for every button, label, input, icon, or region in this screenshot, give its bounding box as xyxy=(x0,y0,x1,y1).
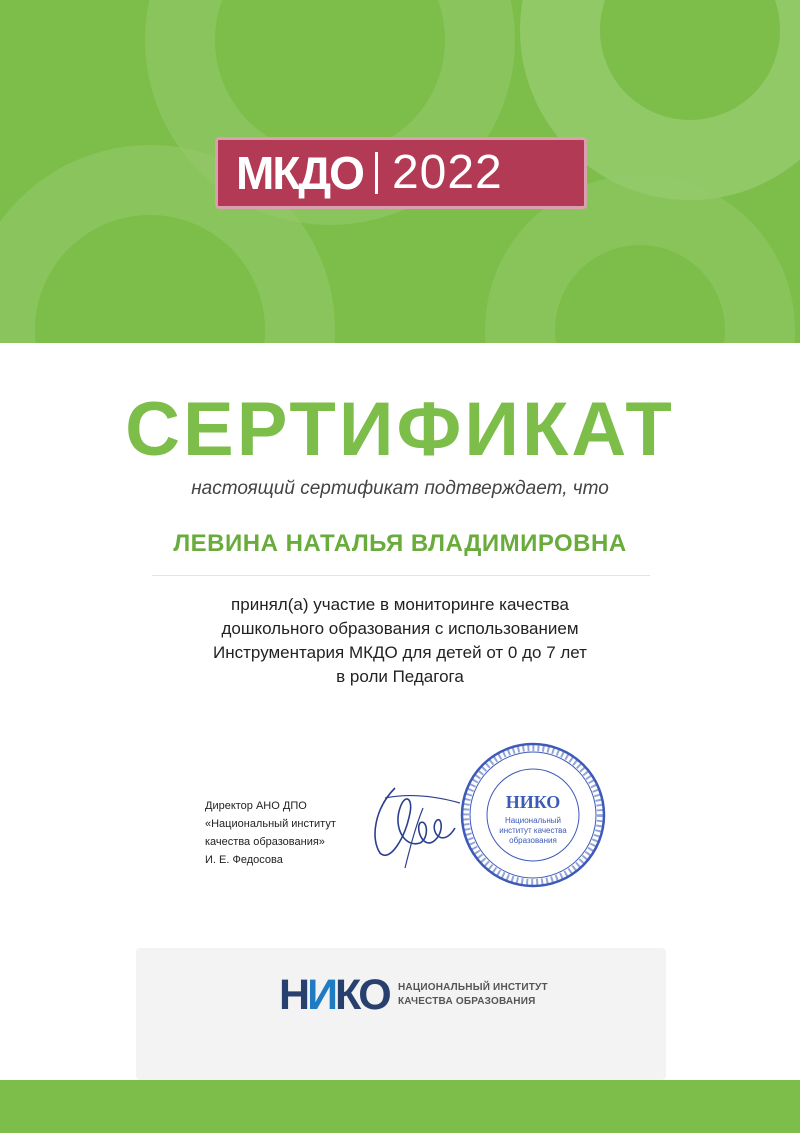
director-line: «Национальный институт xyxy=(205,818,336,830)
badge-year: 2022 xyxy=(391,146,503,199)
director-block xyxy=(205,797,336,869)
caption-line: НАЦИОНАЛЬНЫЙ ИНСТИТУТ xyxy=(398,982,548,993)
niko-logo xyxy=(279,971,389,1019)
body-line: Инструментария МКДО для детей от 0 до 7 лет xyxy=(213,643,587,662)
niko-caption xyxy=(398,981,548,1009)
logo-part: И xyxy=(307,971,335,1019)
footer-band xyxy=(0,1080,800,1133)
stamp-seal xyxy=(458,740,608,890)
body-line: принял(а) участие в мониторинге качества xyxy=(231,595,569,614)
certificate-title: СЕРТИФИКАТ xyxy=(125,387,675,472)
badge-separator xyxy=(375,152,378,194)
footer-panel xyxy=(136,948,666,1080)
stamp-line: институт качества xyxy=(499,826,567,835)
logo-part: Н xyxy=(279,971,308,1019)
logo-part: КО xyxy=(334,971,389,1019)
event-badge xyxy=(215,137,587,209)
certificate-body xyxy=(0,593,800,689)
stamp-title: НИКО xyxy=(505,792,561,812)
stamp-line: образования xyxy=(509,836,557,845)
body-line: в роли Педагога xyxy=(336,667,464,686)
director-line: Директор АНО ДПО xyxy=(205,800,307,812)
recipient-name: ЛЕВИНА НАТАЛЬЯ ВЛАДИМИРОВНА xyxy=(173,530,627,557)
certificate-subtitle: настоящий сертификат подтверждает, что xyxy=(191,478,609,499)
body-line: дошкольного образования с использованием xyxy=(221,619,579,638)
caption-line: КАЧЕСТВА ОБРАЗОВАНИЯ xyxy=(398,996,536,1007)
badge-brand: МКДО xyxy=(236,147,363,199)
director-line: качества образования» xyxy=(205,836,325,848)
divider xyxy=(152,575,650,576)
stamp-line: Национальный xyxy=(504,816,562,825)
header-band xyxy=(0,0,800,343)
director-line: И. Е. Федосова xyxy=(205,854,283,866)
